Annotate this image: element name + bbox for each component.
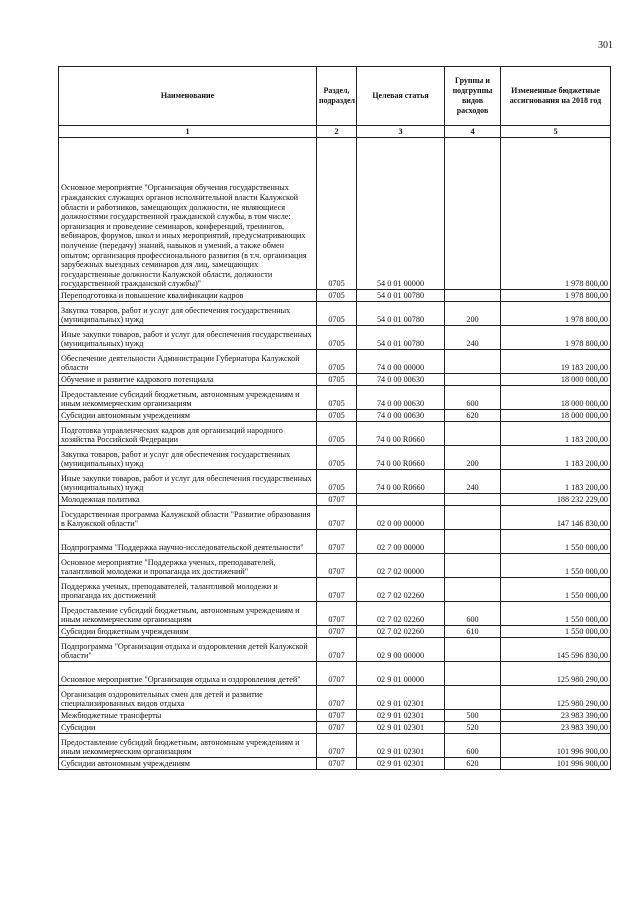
- row-name: Подпрограмма "Организация отдыха и оздоровления детей Калужской области": [59, 638, 317, 662]
- row-name: Молодежная политика: [59, 494, 317, 506]
- table-row: [59, 494, 611, 506]
- row-article: 02 7 00 00000: [357, 530, 445, 554]
- row-article: 74 0 00 00630: [357, 386, 445, 410]
- row-section: 0705: [317, 446, 357, 470]
- row-group: [445, 290, 501, 302]
- row-group: [445, 494, 501, 506]
- row-name: Обеспечение деятельности Администрации Губернатора Калужской области: [59, 350, 317, 374]
- row-article: 02 9 01 02301: [357, 722, 445, 734]
- table-row: [59, 554, 611, 578]
- row-section: 0705: [317, 326, 357, 350]
- header-row: [59, 67, 611, 126]
- row-amount: 1 183 200,00: [501, 422, 611, 446]
- budget-table: [58, 66, 611, 770]
- row-article: 02 9 01 00000: [357, 662, 445, 686]
- row-amount: 125 980 290,00: [501, 686, 611, 710]
- table-row: [59, 506, 611, 530]
- row-group: [445, 350, 501, 374]
- row-section: 0707: [317, 758, 357, 770]
- row-group: [445, 554, 501, 578]
- row-amount: 18 000 000,00: [501, 386, 611, 410]
- row-section: 0705: [317, 290, 357, 302]
- row-name: Основное мероприятие "Организация обучения государственных гражданских служащих органов исполнительной власти Калужской области и работников, замещающих должности, не являющиеся должностями государственной гражданской службы, в том числе: организация и проведение семинаров, конференций, тренингов, вебинаров, форумов, школ и иных мероприятий, предусматривающих получение (передачу) знаний, навыков и умений, а также обмен опытом; организация профессионального развития (в т.ч. организация зарубежных выездных семинаров для лиц, замещающих государственные должности Калужской области, должности государственной гражданской службы)": [59, 138, 317, 290]
- row-group: 200: [445, 446, 501, 470]
- row-name: Подпрограмма "Поддержка научно-исследовательской деятельности": [59, 530, 317, 554]
- row-group: [445, 138, 501, 290]
- row-name: Субсидии автономным учреждениям: [59, 758, 317, 770]
- table-row: [59, 470, 611, 494]
- row-group: [445, 578, 501, 602]
- row-group: [445, 530, 501, 554]
- row-group: [445, 638, 501, 662]
- table-row: [59, 386, 611, 410]
- table-row: [59, 710, 611, 722]
- row-group: 500: [445, 710, 501, 722]
- row-article: 02 7 02 02260: [357, 578, 445, 602]
- row-group: 610: [445, 626, 501, 638]
- table-row: [59, 410, 611, 422]
- row-name: Предоставление субсидий бюджетным, автономным учреждениям и иным некоммерческим организациям: [59, 602, 317, 626]
- table-row: [59, 530, 611, 554]
- column-number: 1: [59, 126, 317, 138]
- row-name: Закупка товаров, работ и услуг для обеспечения государственных (муниципальных) нужд: [59, 446, 317, 470]
- row-section: 0705: [317, 470, 357, 494]
- row-name: Подготовка управленческих кадров для организаций народного хозяйства Российской Федерации: [59, 422, 317, 446]
- row-section: 0707: [317, 734, 357, 758]
- page-number: 301: [598, 40, 613, 51]
- row-name: Межбюджетные трансферты: [59, 710, 317, 722]
- table-row: [59, 446, 611, 470]
- row-section: 0707: [317, 554, 357, 578]
- row-amount: 1 550 000,00: [501, 602, 611, 626]
- row-group: 600: [445, 386, 501, 410]
- row-amount: 1 550 000,00: [501, 578, 611, 602]
- row-section: 0707: [317, 638, 357, 662]
- row-name: Закупка товаров, работ и услуг для обеспечения государственных (муниципальных) нужд: [59, 302, 317, 326]
- row-section: 0707: [317, 506, 357, 530]
- row-name: Субсидии бюджетным учреждениям: [59, 626, 317, 638]
- row-group: 240: [445, 470, 501, 494]
- row-name: Основное мероприятие "Организация отдыха и оздоровления детей": [59, 662, 317, 686]
- row-name: Субсидии автономным учреждениям: [59, 410, 317, 422]
- column-number: 4: [445, 126, 501, 138]
- row-group: 240: [445, 326, 501, 350]
- row-amount: 125 980 290,00: [501, 662, 611, 686]
- table-row: [59, 578, 611, 602]
- header-section: Раздел, подраздел: [317, 67, 357, 126]
- column-number: 3: [357, 126, 445, 138]
- row-section: 0707: [317, 578, 357, 602]
- row-group: [445, 686, 501, 710]
- table-row: [59, 734, 611, 758]
- row-article: 02 9 00 00000: [357, 638, 445, 662]
- row-section: 0707: [317, 602, 357, 626]
- row-group: [445, 662, 501, 686]
- row-article: 02 7 02 00000: [357, 554, 445, 578]
- row-group: [445, 374, 501, 386]
- row-name: Предоставление субсидий бюджетным, автономным учреждениям и иным некоммерческим организациям: [59, 386, 317, 410]
- row-amount: 18 000 000,00: [501, 410, 611, 422]
- table-row: [59, 290, 611, 302]
- row-amount: 188 232 229,00: [501, 494, 611, 506]
- row-article: 74 0 00 R0660: [357, 470, 445, 494]
- row-section: 0705: [317, 302, 357, 326]
- table-row: [59, 374, 611, 386]
- table-row: [59, 686, 611, 710]
- row-amount: 19 183 200,00: [501, 350, 611, 374]
- row-section: 0707: [317, 494, 357, 506]
- row-article: 02 9 01 02301: [357, 734, 445, 758]
- row-group: 200: [445, 302, 501, 326]
- row-article: 54 0 01 00780: [357, 326, 445, 350]
- row-name: Иные закупки товаров, работ и услуг для обеспечения государственных (муниципальных) нужд: [59, 326, 317, 350]
- row-group: [445, 506, 501, 530]
- row-article: 74 0 00 R0660: [357, 446, 445, 470]
- row-name: Поддержка ученых, преподавателей, талантливой молодежи и пропаганда их достижений: [59, 578, 317, 602]
- row-name: Переподготовка и повышение квалификации кадров: [59, 290, 317, 302]
- table-row: [59, 302, 611, 326]
- row-amount: 23 983 390,00: [501, 710, 611, 722]
- row-article: 54 0 01 00780: [357, 290, 445, 302]
- row-article: 02 7 02 02260: [357, 626, 445, 638]
- row-section: 0705: [317, 410, 357, 422]
- row-article: 54 0 01 00780: [357, 302, 445, 326]
- table-row: [59, 602, 611, 626]
- row-section: 0705: [317, 386, 357, 410]
- table-row: [59, 662, 611, 686]
- row-section: 0705: [317, 374, 357, 386]
- header-amount: Измененные бюджетные ассигнования на 2018 год: [501, 67, 611, 126]
- row-article: 54 0 01 00000: [357, 138, 445, 290]
- table-row: [59, 326, 611, 350]
- row-amount: 1 183 200,00: [501, 470, 611, 494]
- row-amount: 18 000 000,00: [501, 374, 611, 386]
- row-name: Иные закупки товаров, работ и услуг для обеспечения государственных (муниципальных) нужд: [59, 470, 317, 494]
- column-number: 5: [501, 126, 611, 138]
- row-section: 0707: [317, 710, 357, 722]
- header-article: Целевая статья: [357, 67, 445, 126]
- table-row: [59, 722, 611, 734]
- row-group: 620: [445, 758, 501, 770]
- column-number: 2: [317, 126, 357, 138]
- row-article: 02 9 01 02301: [357, 758, 445, 770]
- table-row: [59, 638, 611, 662]
- row-name: Субсидии: [59, 722, 317, 734]
- row-article: [357, 494, 445, 506]
- row-group: 600: [445, 734, 501, 758]
- row-name: Организация оздоровительных смен для детей и развитие специализированных видов отдыха: [59, 686, 317, 710]
- row-amount: 23 983 390,00: [501, 722, 611, 734]
- row-amount: 1 550 000,00: [501, 554, 611, 578]
- row-amount: 1 550 000,00: [501, 626, 611, 638]
- row-amount: 1 183 200,00: [501, 446, 611, 470]
- table-row: [59, 138, 611, 290]
- row-section: 0707: [317, 722, 357, 734]
- row-section: 0707: [317, 686, 357, 710]
- row-section: 0707: [317, 626, 357, 638]
- row-section: 0705: [317, 138, 357, 290]
- row-article: 02 9 01 02301: [357, 710, 445, 722]
- row-group: 620: [445, 410, 501, 422]
- row-name: Основное мероприятие "Поддержка ученых, преподавателей, талантливой молодежи и пропаганда их достижений": [59, 554, 317, 578]
- row-article: 74 0 00 00000: [357, 350, 445, 374]
- row-name: Обучение и развитие кадрового потенциала: [59, 374, 317, 386]
- row-amount: 1 550 000,00: [501, 530, 611, 554]
- row-amount: 1 978 800,00: [501, 138, 611, 290]
- row-name: Предоставление субсидий бюджетным, автономным учреждениям и иным некоммерческим организациям: [59, 734, 317, 758]
- header-name: Наименование: [59, 67, 317, 126]
- row-article: 74 0 00 00630: [357, 410, 445, 422]
- row-name: Государственная программа Калужской области "Развитие образования в Калужской области": [59, 506, 317, 530]
- table-row: [59, 422, 611, 446]
- row-group: 600: [445, 602, 501, 626]
- row-amount: 101 996 900,00: [501, 734, 611, 758]
- table-row: [59, 626, 611, 638]
- row-group: [445, 422, 501, 446]
- row-amount: 1 978 800,00: [501, 302, 611, 326]
- column-number-row: [59, 126, 611, 138]
- row-article: 74 0 00 00630: [357, 374, 445, 386]
- row-article: 02 7 02 02260: [357, 602, 445, 626]
- header-group: Группы и подгруппы видов расходов: [445, 67, 501, 126]
- row-section: 0705: [317, 422, 357, 446]
- row-article: 74 0 00 R0660: [357, 422, 445, 446]
- row-section: 0707: [317, 530, 357, 554]
- row-amount: 101 996 900,00: [501, 758, 611, 770]
- row-section: 0705: [317, 350, 357, 374]
- row-amount: 145 596 830,00: [501, 638, 611, 662]
- row-section: 0707: [317, 662, 357, 686]
- row-amount: 1 978 800,00: [501, 326, 611, 350]
- table-row: [59, 350, 611, 374]
- row-amount: 1 978 800,00: [501, 290, 611, 302]
- row-article: 02 9 01 02301: [357, 686, 445, 710]
- row-group: 520: [445, 722, 501, 734]
- table-row: [59, 758, 611, 770]
- row-article: 02 0 00 00000: [357, 506, 445, 530]
- row-amount: 147 146 830,00: [501, 506, 611, 530]
